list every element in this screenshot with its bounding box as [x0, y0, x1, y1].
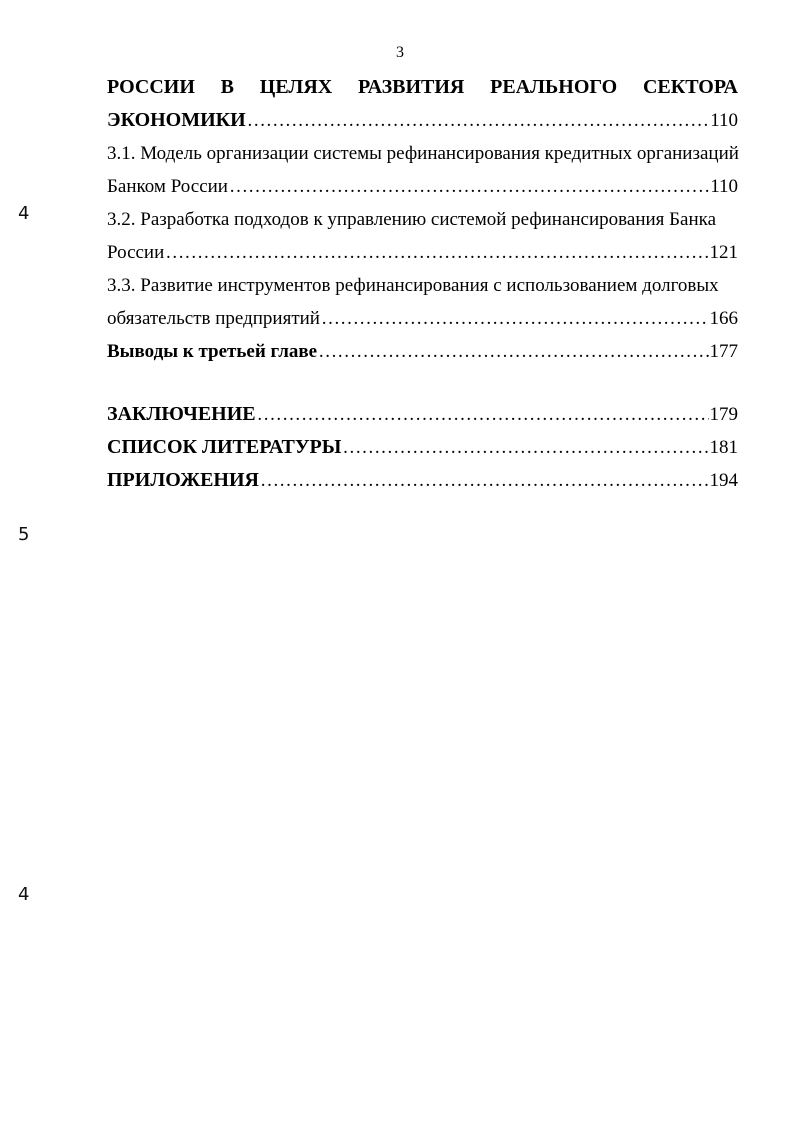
toc-entry-label: Банком России: [107, 176, 228, 197]
dot-leader: [165, 236, 708, 269]
margin-mark: 4: [18, 884, 30, 905]
toc-entry-conclusions-chapter3: [107, 335, 738, 368]
toc-page-number: 121: [709, 242, 738, 263]
toc-entry-3-3-line1: [107, 269, 738, 302]
dot-leader: [257, 398, 709, 431]
toc-page-number: 177: [709, 341, 738, 362]
toc-entry-label: России: [107, 242, 165, 263]
title-word: РАЗВИТИЯ: [357, 76, 465, 98]
table-of-contents: [107, 70, 738, 497]
toc-entry-label: 3.1. Модель организации системы рефинансирования кредитных организаций: [107, 143, 739, 164]
toc-entry-label: ЗАКЛЮЧЕНИЕ: [107, 403, 256, 425]
toc-entry-appendices: [107, 464, 738, 497]
toc-page-number: 181: [709, 437, 738, 458]
dot-leader: [260, 464, 709, 497]
toc-page-number: 110: [710, 176, 738, 197]
toc-entry-conclusion: [107, 398, 738, 431]
title-word: СЕКТОРА: [642, 76, 738, 98]
margin-mark: 4: [18, 203, 30, 224]
toc-entry-references: [107, 431, 738, 464]
toc-entry-label: ЭКОНОМИКИ: [107, 109, 246, 131]
toc-page-number: 166: [709, 308, 738, 329]
toc-entry-label: обязательств предприятий: [107, 308, 320, 329]
toc-entry-3-1: [107, 170, 738, 203]
title-word: В: [220, 76, 235, 98]
toc-page-number: 194: [709, 470, 738, 491]
spacer: [107, 368, 738, 398]
margin-mark: 5: [18, 524, 30, 545]
toc-entry-label: ПРИЛОЖЕНИЯ: [107, 469, 259, 491]
dot-leader: [321, 302, 709, 335]
page-number: 3: [396, 44, 404, 61]
toc-entry-3-3: [107, 302, 738, 335]
toc-page-number: 179: [709, 404, 738, 425]
title-word: РЕАЛЬНОГО: [490, 76, 618, 98]
toc-page-number: 110: [710, 110, 738, 131]
dot-leader: [342, 431, 708, 464]
toc-entry-label: Выводы к третьей главе: [107, 341, 318, 362]
toc-entry-label: 3.2. Разработка подходов к управлению системой рефинансирования Банка: [107, 209, 717, 230]
toc-entry-3-2-line1: [107, 203, 738, 236]
title-word: ЦЕЛЯХ: [259, 76, 333, 98]
chapter3-title-line1: [107, 70, 738, 104]
dot-leader: [247, 104, 709, 137]
toc-entry-label: СПИСОК ЛИТЕРАТУРЫ: [107, 436, 342, 458]
title-word: РОССИИ: [107, 76, 195, 98]
dot-leader: [318, 335, 708, 368]
toc-entry-3-2: [107, 236, 738, 269]
toc-entry-label: 3.3. Развитие инструментов рефинансирования с использованием долговых: [107, 275, 719, 296]
toc-entry-chapter3: [107, 104, 738, 137]
toc-entry-3-1-line1: [107, 137, 738, 170]
dot-leader: [229, 170, 709, 203]
